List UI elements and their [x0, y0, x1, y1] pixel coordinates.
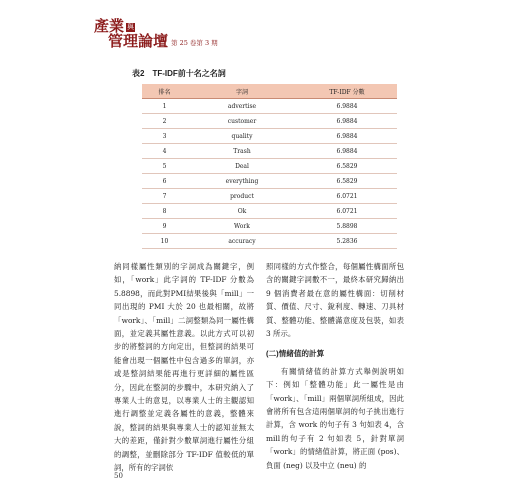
- cell-score: 6.5829: [297, 174, 397, 189]
- cell-rank: 8: [142, 204, 187, 219]
- body-paragraph: 照同樣的方式作整合，每個屬性構面所包含的關鍵字詞數不一，最終本研究歸納出 9 個消費者最在意的屬性構面：切削材質、價值、尺寸、銳利度、轉速、刀具材質、整體功能、整體滿意度及包裝，如表 3 所示。: [266, 262, 404, 339]
- table-title: TF-IDF前十名之名詞: [152, 69, 226, 78]
- tfidf-table: [142, 84, 397, 249]
- table-row: [142, 234, 397, 249]
- brand-word-industry: 產業: [94, 17, 125, 35]
- cell-rank: 5: [142, 159, 187, 174]
- col-header-term: 字詞: [187, 84, 297, 99]
- table-header-row: [142, 84, 397, 99]
- body-column-left: [114, 260, 254, 475]
- cell-rank: 2: [142, 114, 187, 129]
- cell-score: 6.9884: [297, 99, 397, 114]
- cell-score: 6.9884: [297, 114, 397, 129]
- page-number: 50: [114, 472, 123, 480]
- cell-rank: 4: [142, 144, 187, 159]
- table-row: [142, 114, 397, 129]
- cell-term: Work: [187, 219, 297, 234]
- journal-brand-bottom: [108, 31, 218, 50]
- cell-term: product: [187, 189, 297, 204]
- cell-score: 5.2836: [297, 234, 397, 249]
- body-paragraph: 納同樣屬性類別的字詞成為關鍵字，例如，「work」此字詞的 TF-IDF 分數為5.8898，而此對PMI結果後與「mill」一同出現的 PMI 大於 20 也最相關，故將「work」、「mill」二詞整類為同一屬性構面，並定義其屬性意義。以此方式可以初步的將整詞的方向定出，但整詞的結果可能會出現一個屬性中包含過多的單詞，亦或是整詞結果能再進行更詳細的屬性區分，因此在整詞的步驟中，本研究納入了專業人士的意見，以專業人士的主觀認知進行調整並定義各屬性的意義，整體來說，整詞的結果與專業人士的認知並無太大的差距，僅針對少數單詞進行屬性分組的調整，並刪除部分 TF-IDF 值較低的單詞，所有的字詞依: [114, 262, 254, 473]
- cell-term: customer: [187, 114, 297, 129]
- body-paragraph: 有關情緒值的計算方式舉例說明如下：例如「整體功能」此一屬性是由「work」、「mill」兩個單詞所組成，因此會將所有包含這兩個單詞的句子挑出進行計算，含 work 的句子有 3 句如表 4，含mill的句子有 2 句如表 5，針對單詞「work」的情緒值計算，將正面 (pos)、負面 (neg) 以及中立 (neu) 的: [266, 366, 404, 470]
- cell-score: 6.0721: [297, 204, 397, 219]
- table-row: [142, 129, 397, 144]
- cell-term: quality: [187, 129, 297, 144]
- cell-rank: 3: [142, 129, 187, 144]
- cell-term: Ok: [187, 204, 297, 219]
- table-row: [142, 189, 397, 204]
- table-row: [142, 174, 397, 189]
- table-label: 表2: [132, 69, 145, 78]
- cell-score: 6.5829: [297, 159, 397, 174]
- cell-rank: 10: [142, 234, 187, 249]
- brand-word-management: 管理論壇: [108, 32, 169, 50]
- table-caption: [132, 68, 226, 79]
- table-row: [142, 144, 397, 159]
- cell-rank: 9: [142, 219, 187, 234]
- cell-term: accuracy: [187, 234, 297, 249]
- cell-rank: 6: [142, 174, 187, 189]
- table-row: [142, 159, 397, 174]
- col-header-score: TF-IDF 分數: [297, 84, 397, 99]
- section-heading: (二)情緒值的計算: [266, 349, 325, 359]
- cell-term: Deal: [187, 159, 297, 174]
- cell-score: 6.0721: [297, 189, 397, 204]
- cell-term: Trash: [187, 144, 297, 159]
- cell-score: 5.8898: [297, 219, 397, 234]
- table-row: [142, 204, 397, 219]
- table-row: [142, 219, 397, 234]
- cell-rank: 7: [142, 189, 187, 204]
- cell-term: advertise: [187, 99, 297, 114]
- issue-label: 第 25 卷第 3 期: [171, 39, 218, 47]
- body-column-right: [266, 260, 404, 472]
- brand-box-and: 與: [127, 23, 135, 31]
- table-row: [142, 99, 397, 114]
- cell-score: 6.9884: [297, 129, 397, 144]
- col-header-rank: 排名: [142, 84, 187, 99]
- cell-rank: 1: [142, 99, 187, 114]
- cell-score: 6.9884: [297, 144, 397, 159]
- cell-term: everything: [187, 174, 297, 189]
